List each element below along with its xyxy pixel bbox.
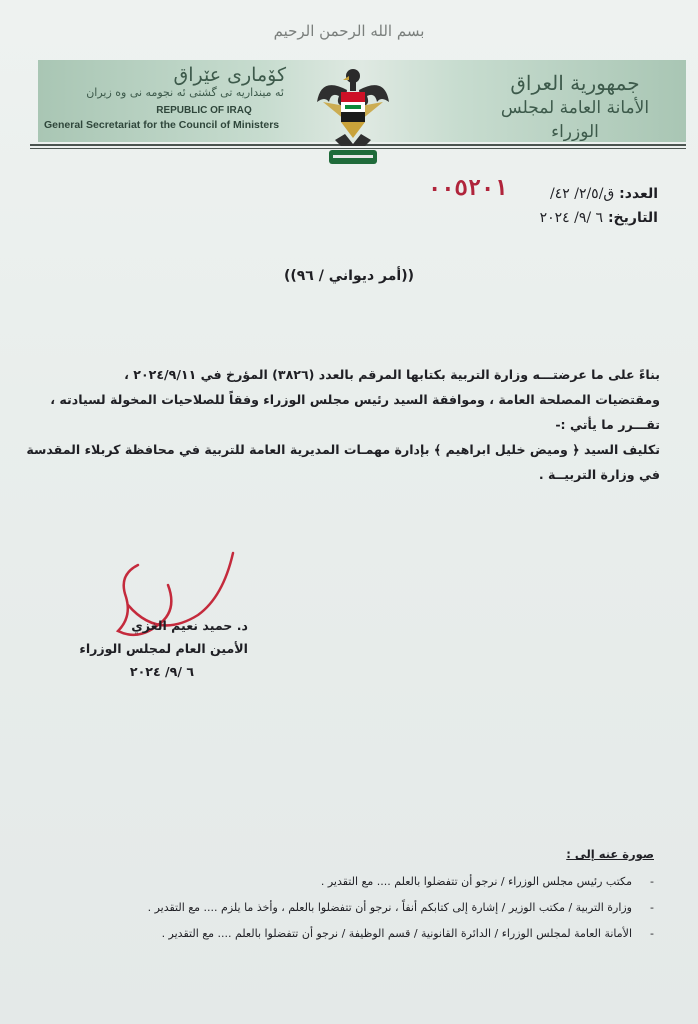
english-republic: REPUBLIC OF IRAQ [156,105,252,116]
reference-number-value: ق/٢/٥/ ٤٢/ [550,186,615,202]
copies-item-text: مكتب رئيس مجلس الوزراء / نرجو أن تتفضلوا بالعلم .... مع التقدير . [320,875,632,888]
copies-item [44,869,654,895]
list-dash: - [650,927,654,940]
signatory-date: ٦ /٩/ ٢٠٢٤ [129,664,194,679]
list-dash: - [650,875,654,888]
body-line: ومقتضيات المصلحة العامة ، وموافقة السيد رئيس مجلس الوزراء وفقاً للصلاحيات المخولة لسيادته ، [50,392,660,407]
iraq-eagle-emblem-icon [315,62,391,172]
english-secretariat: General Secretariat for the Council of Ministers [44,119,280,131]
letterhead-right [480,70,670,144]
kurdish-subtitle: ئه مینداریه تی گشتی ئه نجومه نی وه زیران [86,86,284,99]
signatory-title: الأمين العام لمجلس الوزراء [79,641,248,656]
stamped-serial-number: ٠٠٥٢٠١ [428,176,508,201]
body-line: في وزارة التربيــة . [538,467,660,482]
reference-number-label: العدد: [619,186,658,202]
arabic-secretariat: الأمانة العامة لمجلس الوزراء [500,98,650,142]
copies-item-text: الأمانة العامة لمجلس الوزراء / الدائرة القانونية / قسم الوظيفة / نرجو أن تتفضلوا بالعلم .... مع التقدير . [161,927,632,940]
signatory-block [48,614,248,683]
reference-block [540,182,658,230]
body-line: بناءً على ما عرضتـــه وزارة التربية بكتابها المرقم بالعدد (٣٨٢٦) المؤرخ في ٢٠٢٤/٩/١١ ، [124,367,660,382]
body-line: تكليف السيد ﴿ وميض خليل ابراهيم ﴾ بإدارة مهمـات المديرية العامة للتربية في محافظة كربلاء المقدسة [26,442,660,457]
copies-heading: صورة عنه إلى : [566,847,654,861]
arabic-republic: جمهورية العراق [510,71,640,95]
order-title: ((أمر ديواني / ٩٦)) [283,268,415,284]
signatory-name: د. حميد نعيم الغزي [131,618,248,633]
copies-section [44,847,654,947]
order-body [26,362,660,487]
reference-date-value: ٦ /٩/ ٢٠٢٤ [539,210,604,226]
bismillah-header: بسم الله الرحمن الرحيم [273,22,425,40]
reference-date-line [540,206,658,230]
letterhead-left [44,64,324,131]
copies-item [44,895,654,921]
body-line: تقـــرر ما يأتي :- [555,417,660,432]
reference-number-line [540,182,658,206]
copies-item-text: وزارة التربية / مكتب الوزير / إشارة إلى كتابكم أنفاً ، نرجو أن تتفضلوا بالعلم ، وأخذ ما يلزم .... مع التقدير . [147,901,632,914]
reference-date-label: التاريخ: [607,210,658,226]
list-dash: - [650,901,654,914]
copies-item [44,921,654,947]
kurdish-title: كۆماری عێراق [173,64,286,86]
